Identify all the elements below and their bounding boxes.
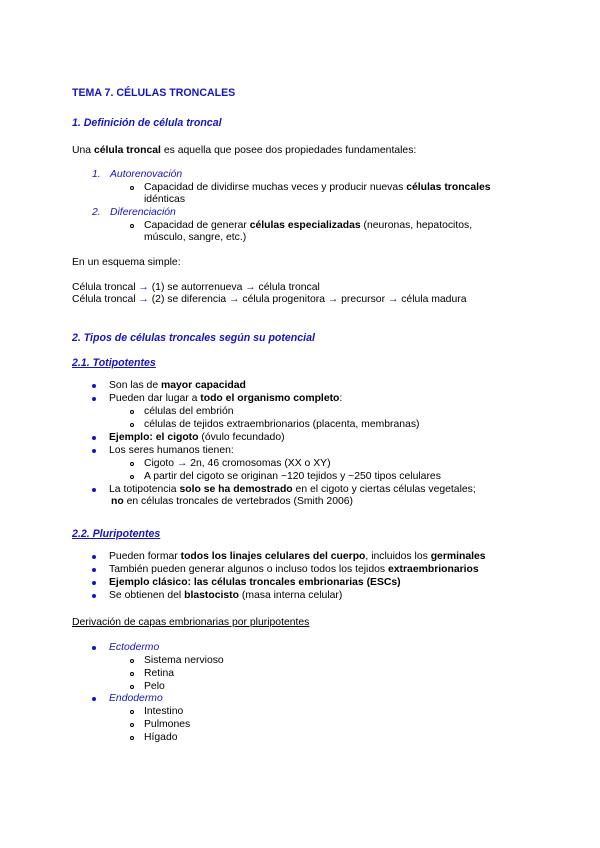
list-item: Pueden formar todos los linajes celulares del cuerpo, incluidos los germinales (109, 551, 486, 562)
arrow-icon: → (387, 294, 399, 305)
subsection-pluripotentes-heading: 2.2. Pluripotentes (72, 528, 161, 540)
list-item: Pelo (144, 681, 165, 692)
derivation-heading: Derivación de capas embrionarias por pluripotentes (72, 617, 310, 628)
circle-bullet-icon (130, 736, 134, 740)
circle-bullet-icon (130, 224, 134, 228)
list-item: También pueden generar algunos o incluso todos los tejidos extraembrionarios (109, 564, 479, 575)
list-number: 1. (92, 169, 101, 180)
list-number: 2. (92, 207, 101, 218)
circle-bullet-icon (130, 423, 134, 427)
bullet-icon (92, 384, 96, 388)
list-item: Intestino (144, 706, 184, 717)
list-item: Cigoto → 2n, 46 cromosomas (XX o XY) (144, 458, 331, 469)
list-item: Se obtienen del blastocisto (masa interna celular) (109, 590, 343, 601)
arrow-icon: → (138, 294, 149, 305)
arrow-icon: → (327, 294, 339, 305)
list-item: Sistema nervioso (144, 655, 224, 666)
diferenciacion-desc: Capacidad de generar células especializadas (neuronas, hepatocitos, (144, 220, 473, 231)
list-item: Son las de mayor capacidad (109, 380, 246, 391)
circle-bullet-icon (130, 723, 134, 727)
arrow-icon: → (245, 282, 256, 293)
bullet-icon (92, 488, 96, 492)
arrow-icon: → (229, 294, 240, 305)
circle-bullet-icon (130, 659, 134, 663)
subsection-totipotentes-heading: 2.1. Totipotentes (72, 357, 156, 369)
bullet-icon (92, 646, 96, 650)
autorenovacion-desc-cont: idénticas (144, 194, 186, 205)
bullet-icon (92, 555, 96, 559)
autorenovacion-desc: Capacidad de dividirse muchas veces y producir nuevas células troncales (144, 182, 491, 193)
scheme-intro: En un esquema simple: (72, 257, 181, 268)
bullet-icon (92, 697, 96, 701)
diferenciacion-desc-cont: músculo, sangre, etc.) (144, 232, 247, 243)
bullet-icon (92, 568, 96, 572)
list-item: Pueden dar lugar a todo el organismo completo: (109, 393, 343, 404)
list-item: Pulmones (144, 719, 191, 730)
diferenciacion-label: Diferenciación (110, 207, 176, 218)
list-item: La totipotencia solo se ha demostrado en el cigoto y ciertas células vegetales; (109, 484, 476, 495)
list-item-cont: no en células troncales de vertebrados (Smith 2006) (111, 496, 353, 507)
section-1-intro: Una célula troncal es aquella que posee dos propiedades fundamentales: (72, 145, 417, 156)
list-item: Hígado (144, 732, 178, 743)
list-item: A partir del cigoto se originan ~120 tejidos y ~250 tipos celulares (144, 471, 441, 482)
scheme-line-2: Célula troncal → (2) se diferencia → célula progenitora → precursor → célula madura (72, 294, 467, 305)
ectodermo-label: Ectodermo (109, 642, 160, 653)
bullet-icon (92, 594, 96, 598)
autorenovacion-label: Autorenovación (110, 169, 183, 180)
section-1-heading: 1. Definición de célula troncal (72, 117, 222, 129)
scheme-line-1: Célula troncal → (1) se autorrenueva → célula troncal (72, 282, 320, 293)
circle-bullet-icon (130, 710, 134, 714)
circle-bullet-icon (130, 685, 134, 689)
arrow-icon: → (138, 282, 149, 293)
list-item: Los seres humanos tienen: (109, 445, 234, 456)
circle-bullet-icon (130, 462, 134, 466)
list-item: células de tejidos extraembrionarios (placenta, membranas) (144, 419, 420, 430)
bullet-icon (92, 581, 96, 585)
list-item: Ejemplo: el cigoto (óvulo fecundado) (109, 432, 285, 443)
bullet-icon (92, 449, 96, 453)
section-2-heading: 2. Tipos de células troncales según su potencial (72, 332, 315, 344)
circle-bullet-icon (130, 672, 134, 676)
circle-bullet-icon (130, 410, 134, 414)
endodermo-label: Endodermo (109, 693, 163, 704)
arrow-icon: → (176, 458, 188, 469)
bullet-icon (92, 397, 96, 401)
page-title: TEMA 7. CÉLULAS TRONCALES (72, 87, 236, 99)
list-item: Ejemplo clásico: las células troncales embrionarias (ESCs) (109, 577, 401, 588)
circle-bullet-icon (130, 475, 134, 479)
list-item: Retina (144, 668, 175, 679)
bullet-icon (92, 436, 96, 440)
circle-bullet-icon (130, 186, 134, 190)
list-item: células del embrión (144, 406, 234, 417)
